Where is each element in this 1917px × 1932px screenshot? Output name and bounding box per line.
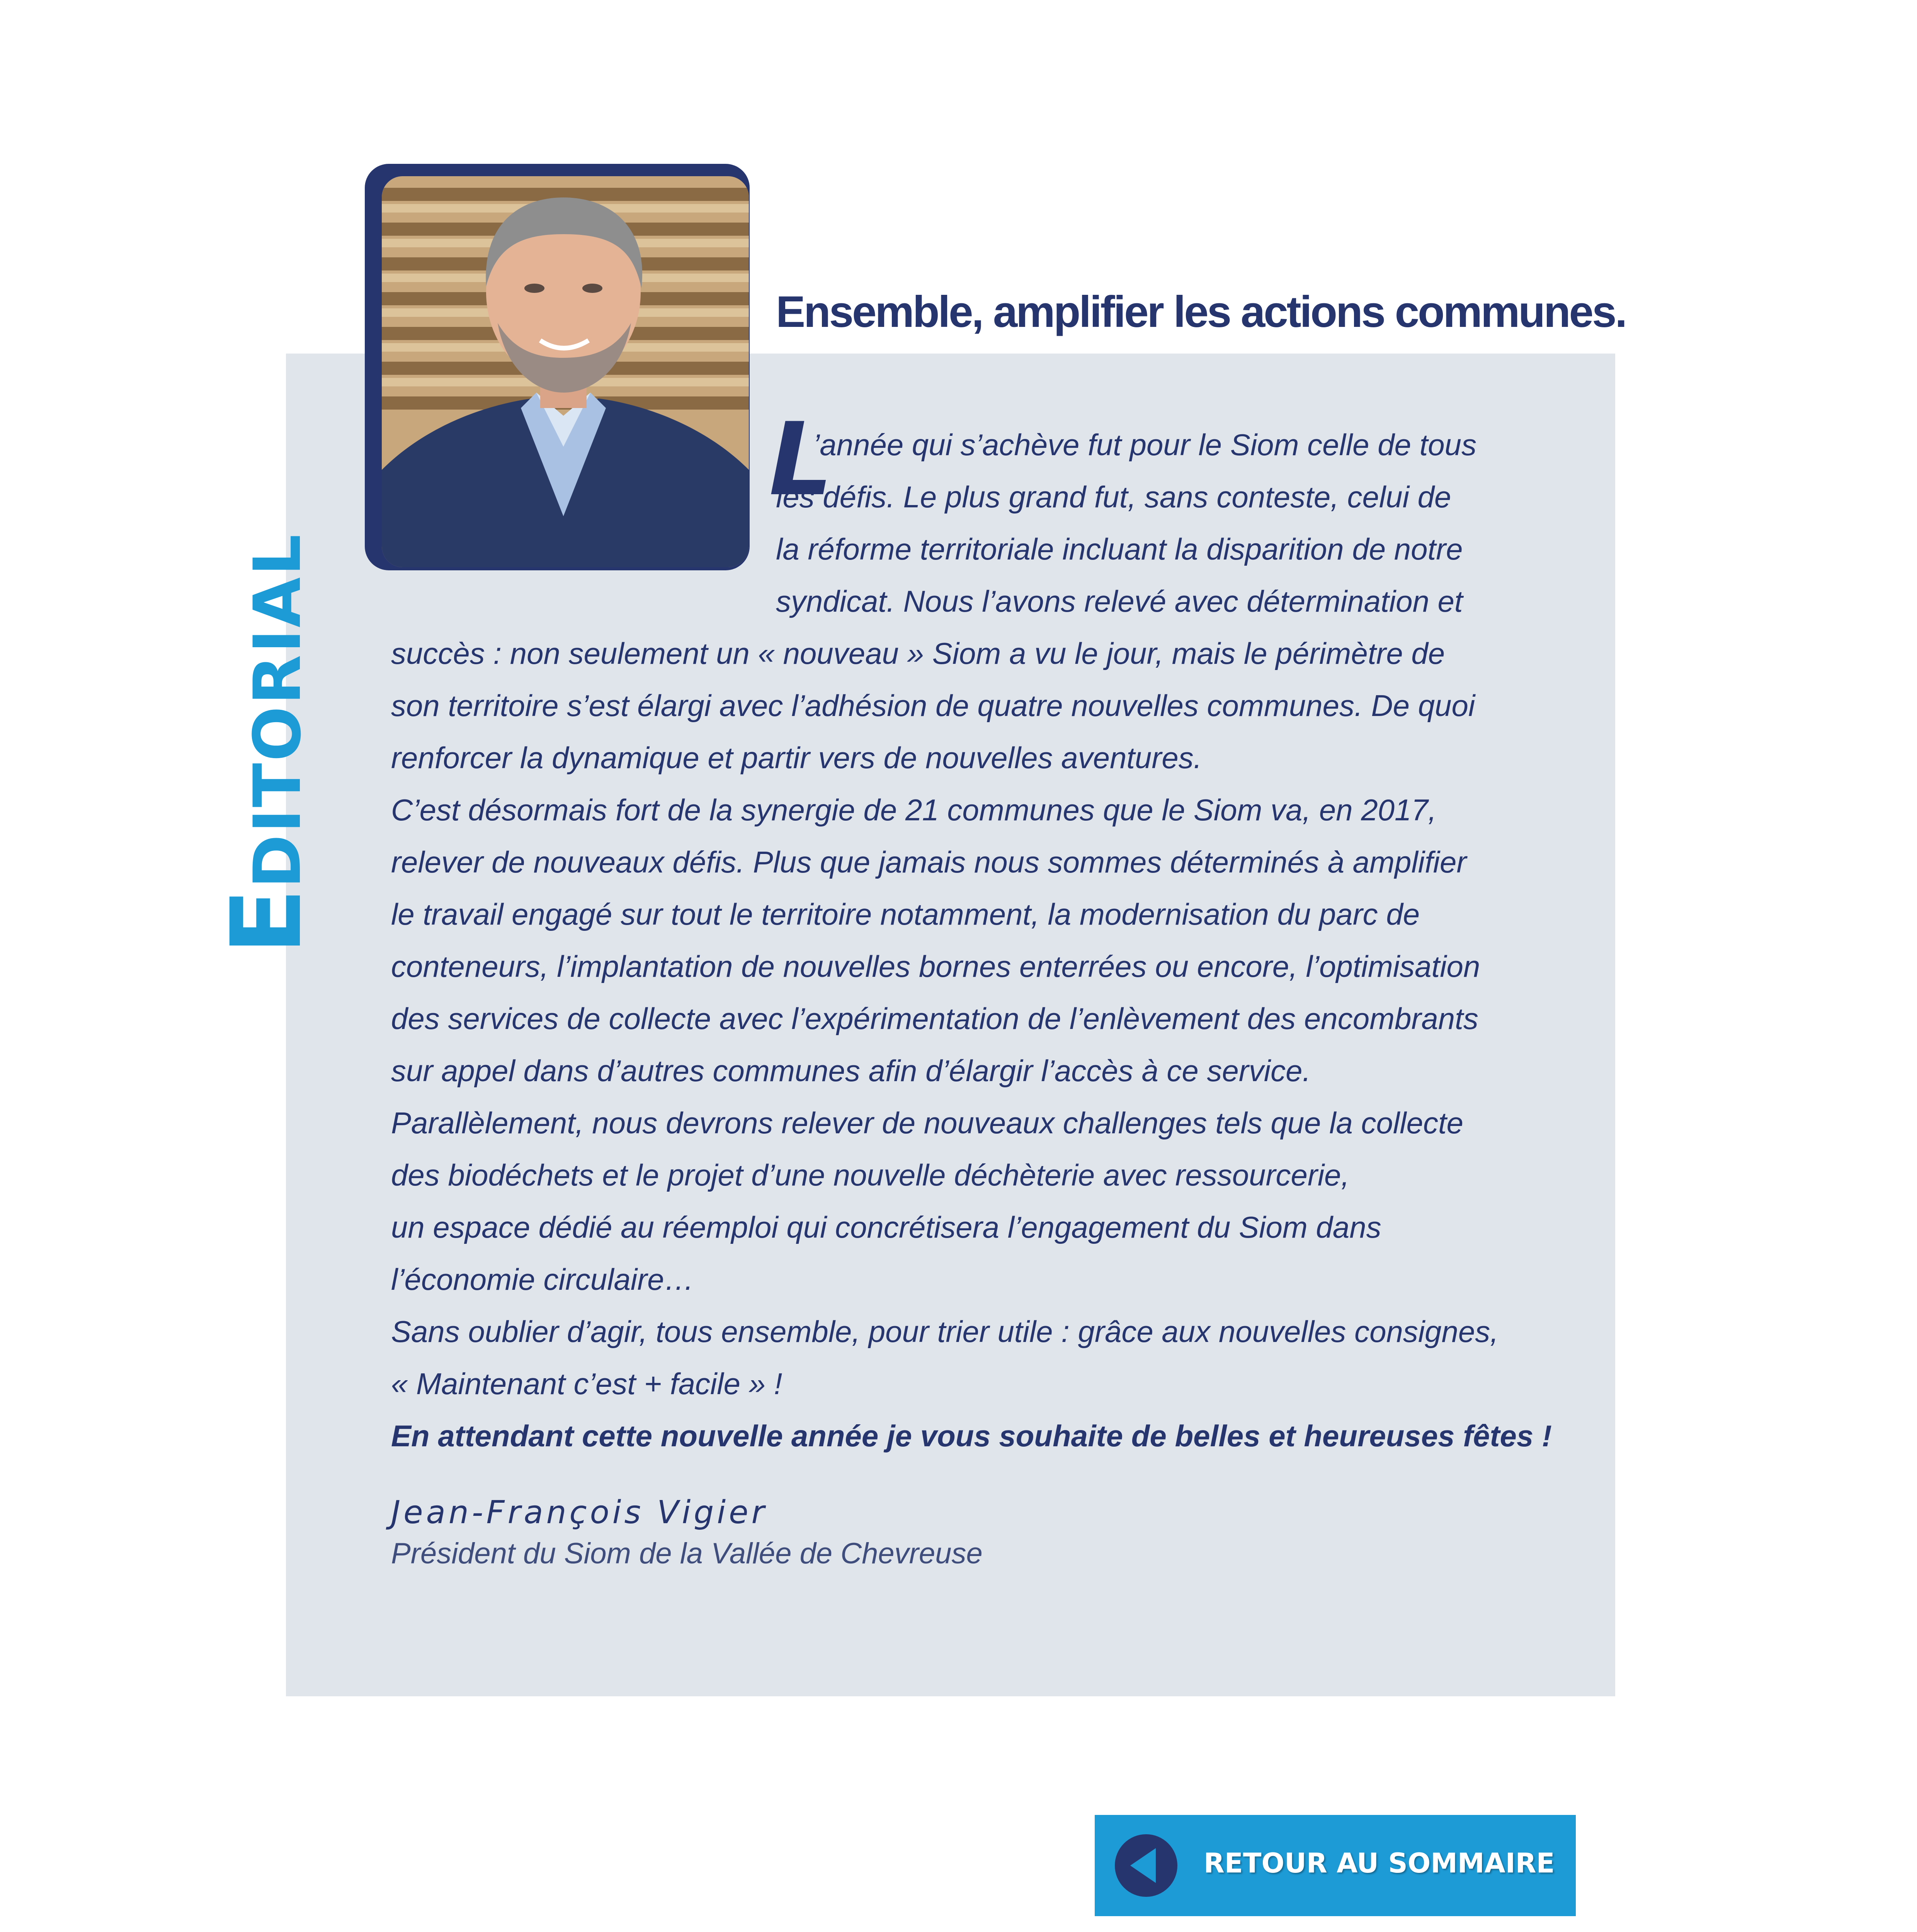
body-line: la réforme territoriale incluant la disparition de notre [776,532,1463,566]
closing-greeting: En attendant cette nouvelle année je vous souhaite de belles et heureuses fêtes ! [391,1419,1552,1453]
drop-cap: L [769,401,833,518]
left-arrow-circle-icon [1114,1833,1178,1898]
body-line: C’est désormais fort de la synergie de 21 communes que le Siom va, en 2017, [391,793,1437,827]
body-line: son territoire s’est élargi avec l’adhésion de quatre nouvelles communes. De quoi [391,689,1475,723]
body-line: « Maintenant c’est + facile » ! [391,1367,782,1401]
body-line: Parallèlement, nous devrons relever de nouveaux challenges tels que la collecte [391,1106,1464,1140]
signature-role: Président du Siom de la Vallée de Chevreuse [391,1537,983,1570]
return-to-contents-button[interactable] [1095,1815,1576,1916]
body-line: syndicat. Nous l’avons relevé avec détermination et [776,584,1463,618]
body-line: succès : non seulement un « nouveau » Siom a vu le jour, mais le périmètre de [391,636,1445,670]
body-line: conteneurs, l’implantation de nouvelles bornes enterrées ou encore, l’optimisation [391,949,1480,983]
body-line: sur appel dans d’autres communes afin d’élargir l’accès à ce service. [391,1054,1311,1088]
body-line: l’économie circulaire… [391,1262,694,1296]
signature-name: Jean-François Vigier [391,1494,768,1531]
article-headline: Ensemble, amplifier les actions communes. [776,287,1626,337]
body-line: des services de collecte avec l’expérimentation de l’enlèvement des encombrants [391,1002,1478,1036]
author-portrait-photo [382,176,749,567]
return-to-contents-label: RETOUR AU SOMMAIRE [1204,1847,1555,1879]
body-line: ’année qui s’achève fut pour le Siom celle de tous [813,428,1477,462]
section-title-vertical [210,532,334,954]
body-line: un espace dédié au réemploi qui concrétisera l’engagement du Siom dans [391,1210,1381,1244]
body-line: le travail engagé sur tout le territoire notamment, la modernisation du parc de [391,897,1420,931]
section-title-initial: E [210,888,323,954]
body-line: des biodéchets et le projet d’une nouvelle déchèterie avec ressourcerie, [391,1158,1350,1192]
body-line: Sans oublier d’agir, tous ensemble, pour trier utile : grâce aux nouvelles consignes, [391,1315,1499,1349]
body-line: renforcer la dynamique et partir vers de nouvelles aventures. [391,741,1202,775]
section-title-rest: DITORIAL [240,532,315,889]
body-line: les défis. Le plus grand fut, sans conteste, celui de [776,480,1451,514]
body-line: relever de nouveaux défis. Plus que jamais nous sommes déterminés à amplifier [391,845,1467,879]
